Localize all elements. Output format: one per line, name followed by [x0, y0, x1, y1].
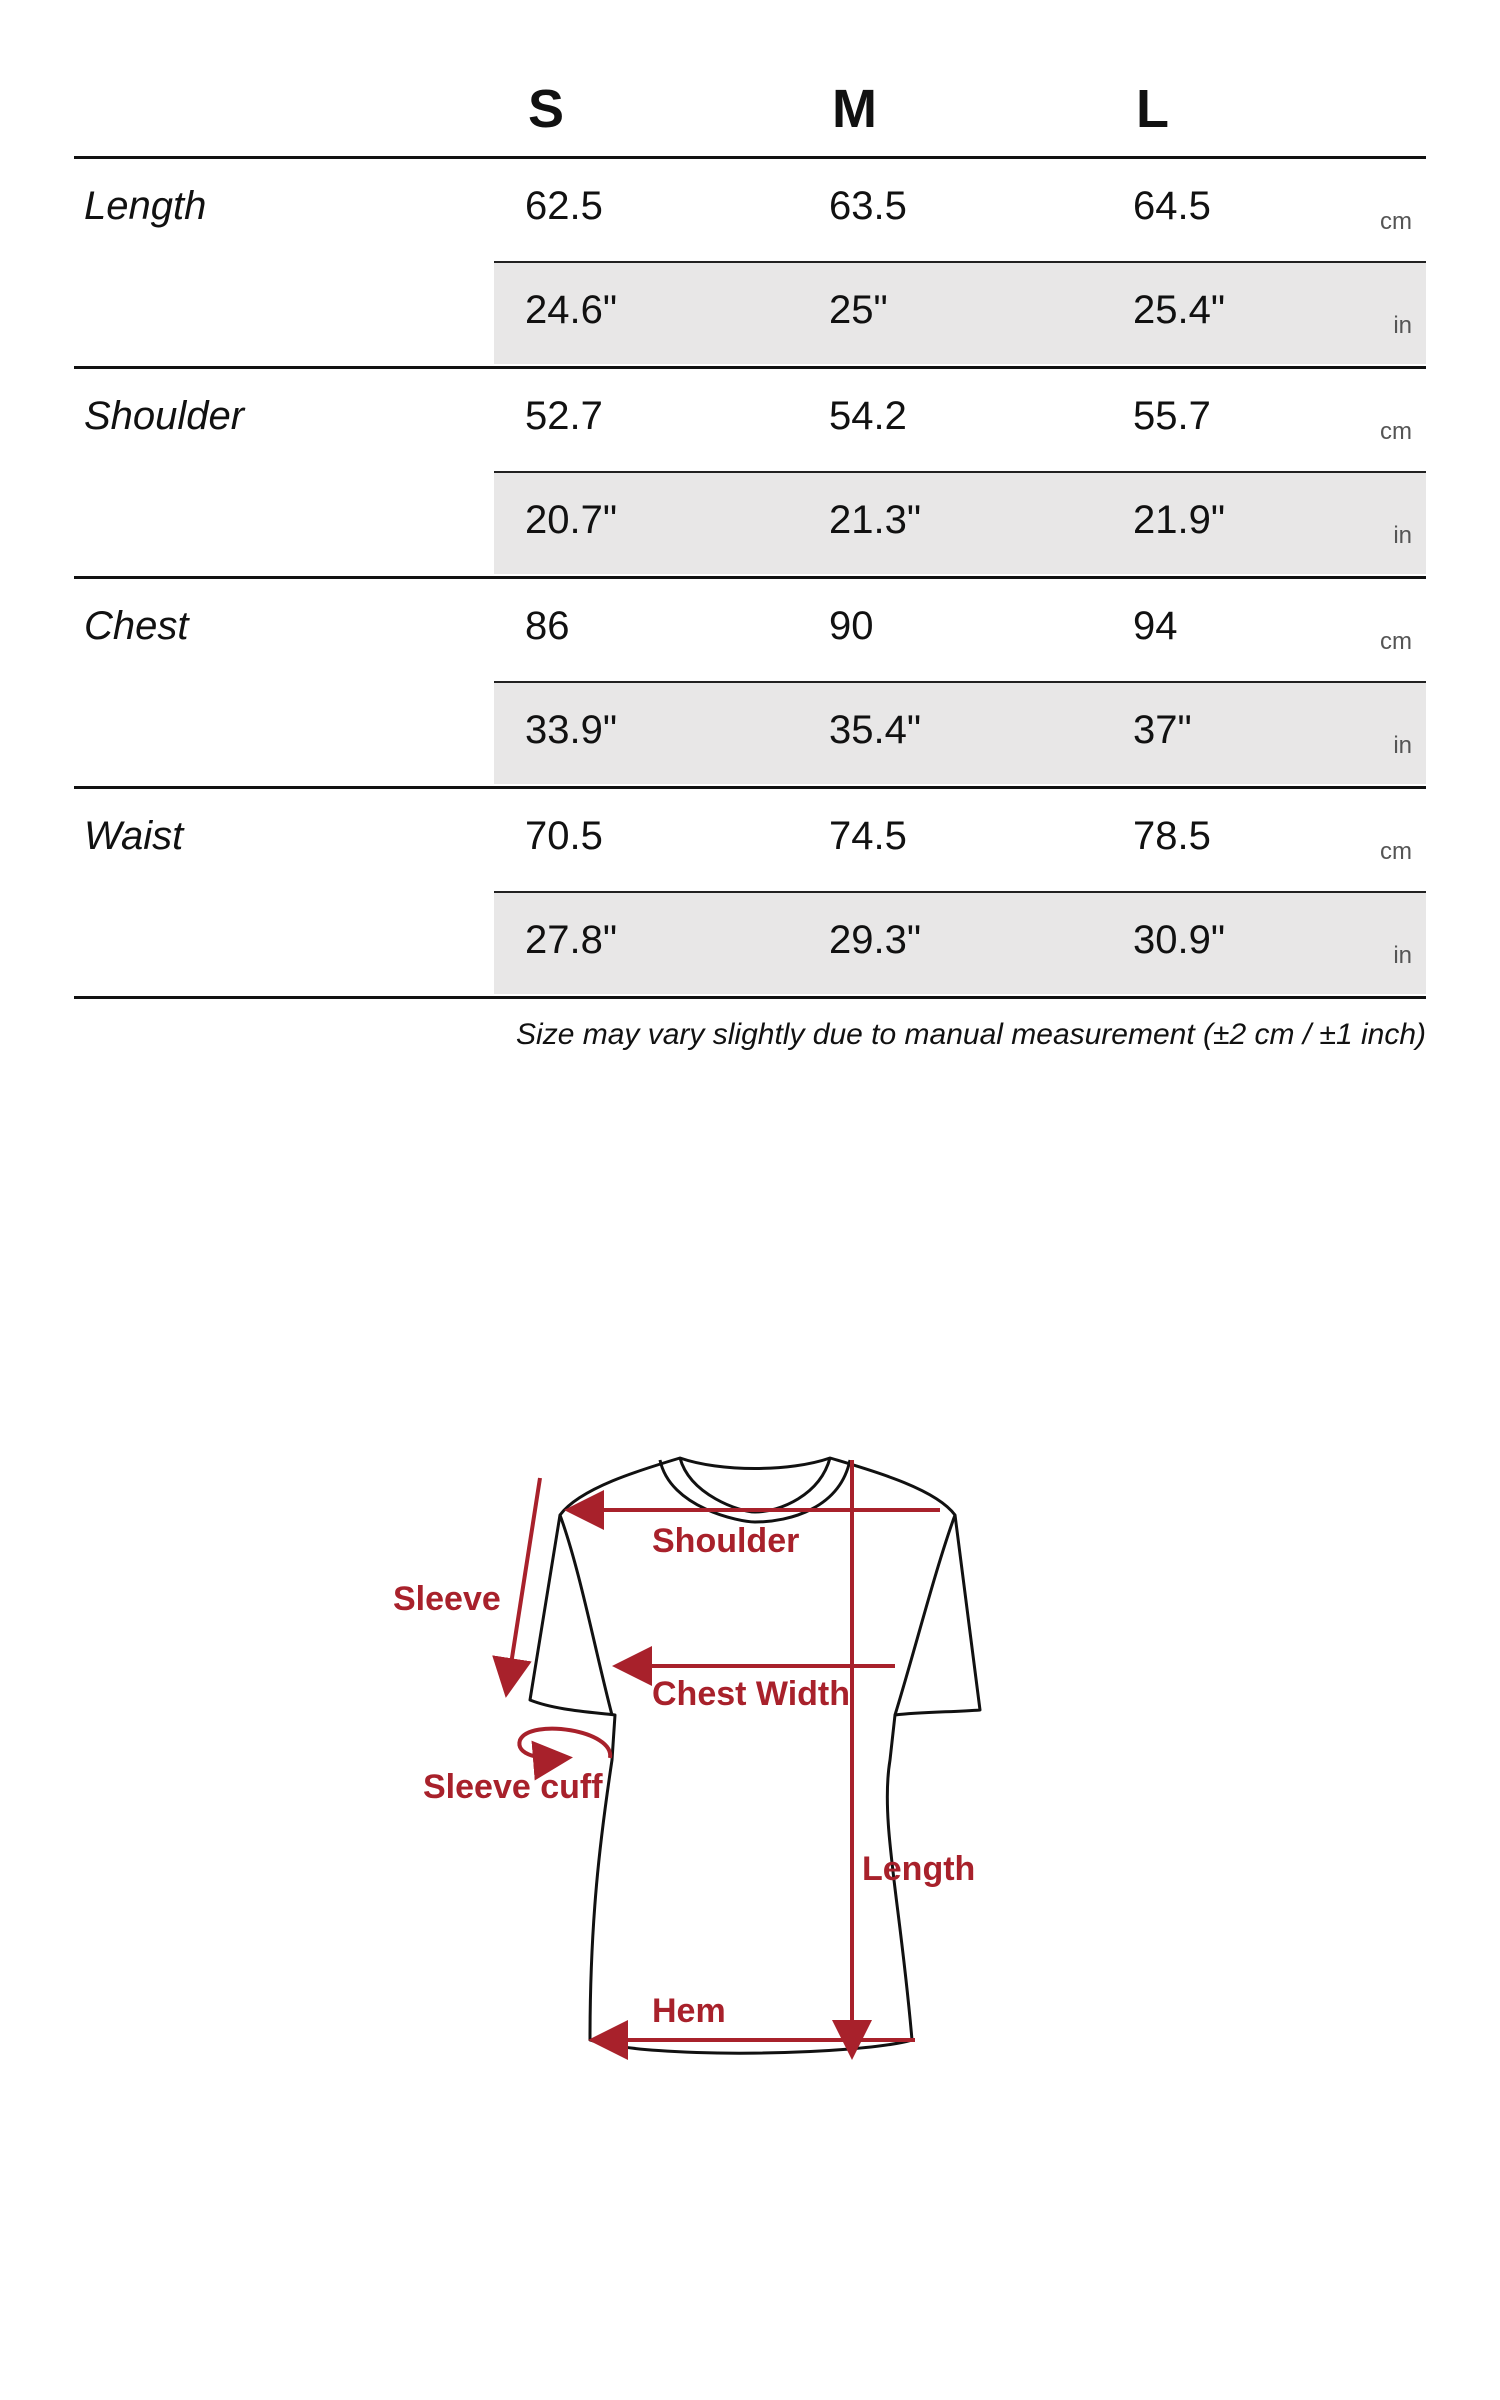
unit-in: in — [1393, 732, 1412, 759]
cell: 90 — [829, 604, 874, 648]
header-divider — [74, 156, 1426, 159]
cell: 52.7 — [525, 394, 603, 438]
sleeve-arrow — [507, 1478, 540, 1690]
unit-cm: cm — [1380, 838, 1412, 865]
cell: 70.5 — [525, 814, 603, 858]
cell: 62.5 — [525, 184, 603, 228]
cell: 25" — [829, 288, 888, 332]
unit-in: in — [1393, 312, 1412, 339]
sleeve-cuff-arrow — [519, 1729, 610, 1759]
cell: 78.5 — [1133, 814, 1211, 858]
row-bg — [494, 262, 1426, 364]
cell: 30.9" — [1133, 918, 1226, 962]
row-label-length: Length — [84, 184, 207, 228]
tshirt-measurement-diagram — [0, 1400, 1500, 2100]
measurement-note: Size may vary slightly due to manual measurement (±2 cm / ±1 inch) — [516, 1018, 1426, 1051]
cell: 86 — [525, 604, 570, 648]
row-bg — [494, 682, 1426, 784]
size-chart-table — [74, 0, 1426, 1070]
row-label-chest: Chest — [84, 604, 189, 648]
row-divider — [494, 261, 1426, 263]
group-divider — [74, 366, 1426, 369]
cell: 94 — [1133, 604, 1178, 648]
row-bg — [494, 472, 1426, 574]
row-divider — [494, 681, 1426, 683]
cell: 55.7 — [1133, 394, 1211, 438]
cell: 54.2 — [829, 394, 907, 438]
row-divider — [494, 471, 1426, 473]
unit-cm: cm — [1380, 628, 1412, 655]
row-label-waist: Waist — [84, 814, 184, 858]
cell: 25.4" — [1133, 288, 1226, 332]
size-header-m: M — [832, 79, 877, 139]
cell: 64.5 — [1133, 184, 1211, 228]
table-bottom-divider — [74, 996, 1426, 999]
unit-cm: cm — [1380, 418, 1412, 445]
cell: 21.3" — [829, 498, 922, 542]
unit-cm: cm — [1380, 208, 1412, 235]
diagram-label-sleeve: Sleeve — [393, 1580, 501, 1618]
diagram-label-shoulder: Shoulder — [652, 1522, 800, 1560]
size-header-s: S — [528, 79, 565, 139]
size-header-l: L — [1136, 79, 1169, 139]
cell: 33.9" — [525, 708, 618, 752]
diagram-label-cuff: Sleeve cuff — [423, 1768, 603, 1806]
cell: 20.7" — [525, 498, 618, 542]
diagram-label-chest: Chest Width — [652, 1675, 851, 1713]
diagram-label-length: Length — [862, 1850, 976, 1888]
cell: 37" — [1133, 708, 1192, 752]
cell: 74.5 — [829, 814, 907, 858]
cell: 63.5 — [829, 184, 907, 228]
cell: 27.8" — [525, 918, 618, 962]
cell: 21.9" — [1133, 498, 1226, 542]
cell: 35.4" — [829, 708, 922, 752]
unit-in: in — [1393, 522, 1412, 549]
group-divider — [74, 576, 1426, 579]
group-divider — [74, 786, 1426, 789]
unit-in: in — [1393, 942, 1412, 969]
row-bg — [494, 892, 1426, 994]
cell: 24.6" — [525, 288, 618, 332]
cell: 29.3" — [829, 918, 922, 962]
diagram-label-hem: Hem — [652, 1992, 726, 2030]
row-label-shoulder: Shoulder — [84, 394, 245, 438]
row-divider — [494, 891, 1426, 893]
